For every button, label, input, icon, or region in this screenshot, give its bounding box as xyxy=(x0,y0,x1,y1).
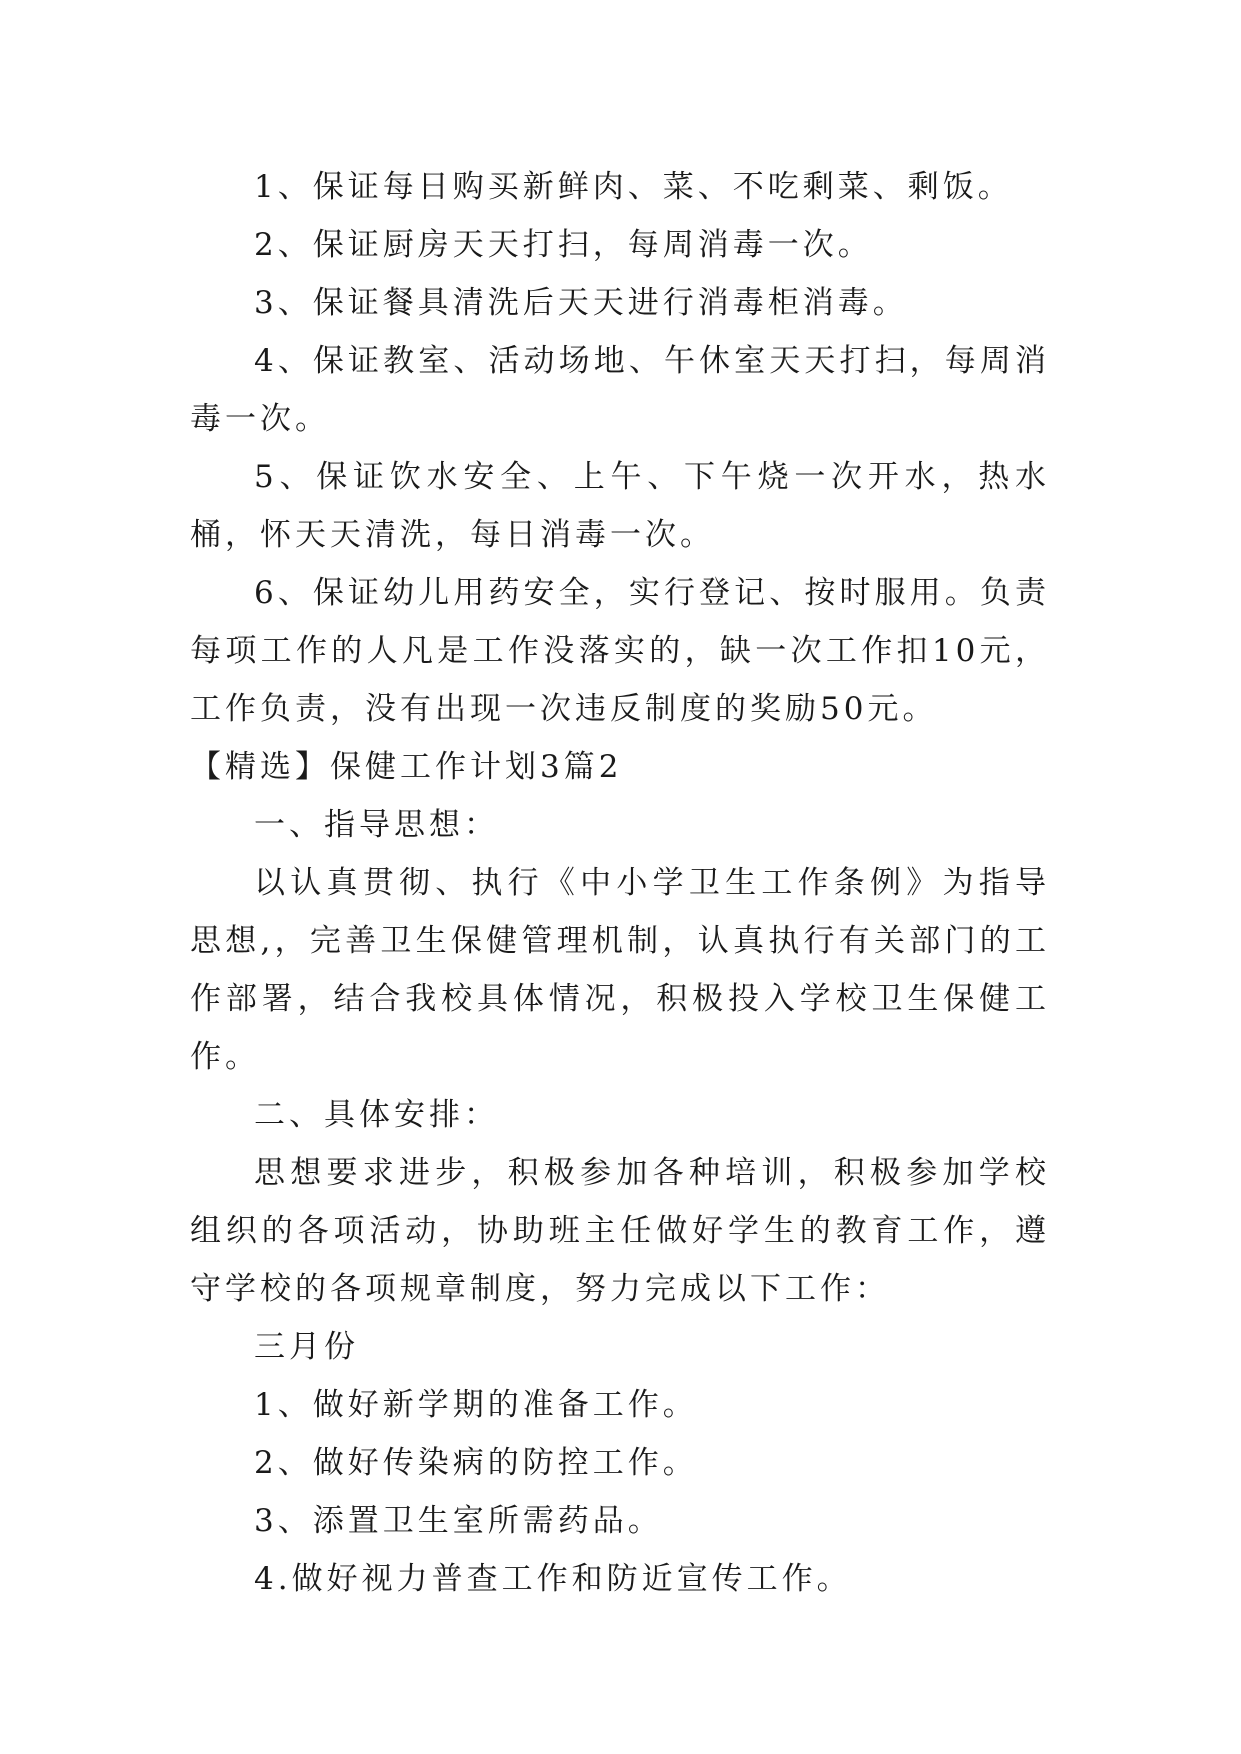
list-item: 3、添置卫生室所需药品。 xyxy=(254,1503,663,1539)
subheading: 一、指导思想： xyxy=(254,807,499,843)
paragraph: 1、保证每日购买新鲜肉、菜、不吃剩菜、剩饭。 xyxy=(254,169,1013,205)
month-heading: 三月份 xyxy=(254,1329,359,1365)
section-title: 【精选】保健工作计划3篇2 xyxy=(190,749,623,785)
paragraph: 5、保证饮水安全、上午、下午烧一次开水，热水桶，怀天天清洗，每日消毒一次。 xyxy=(190,459,1050,553)
paragraph: 思想要求进步，积极参加各种培训，积极参加学校组织的各项活动，协助班主任做好学生的教育工作，遵守学校的各项规章制度，努力完成以下工作： xyxy=(190,1155,1050,1307)
subheading: 二、具体安排： xyxy=(254,1097,499,1133)
list-item: 1、做好新学期的准备工作。 xyxy=(254,1387,698,1423)
paragraph: 3、保证餐具清洗后天天进行消毒柜消毒。 xyxy=(254,285,908,321)
paragraph: 4、保证教室、活动场地、午休室天天打扫，每周消毒一次。 xyxy=(190,343,1050,437)
list-item: 4.做好视力普查工作和防近宣传工作。 xyxy=(254,1561,852,1597)
list-item: 2、做好传染病的防控工作。 xyxy=(254,1445,698,1481)
paragraph: 以认真贯彻、执行《中小学卫生工作条例》为指导思想,，完善卫生保健管理机制，认真执行有关部门的工作部署，结合我校具体情况，积极投入学校卫生保健工作。 xyxy=(190,865,1050,1075)
document-body xyxy=(190,158,1050,1608)
paragraph: 2、保证厨房天天打扫，每周消毒一次。 xyxy=(254,227,873,263)
paragraph: 6、保证幼儿用药安全，实行登记、按时服用。负责每项工作的人凡是工作没落实的，缺一次工作扣10元，工作负责，没有出现一次违反制度的奖励50元。 xyxy=(190,575,1050,727)
